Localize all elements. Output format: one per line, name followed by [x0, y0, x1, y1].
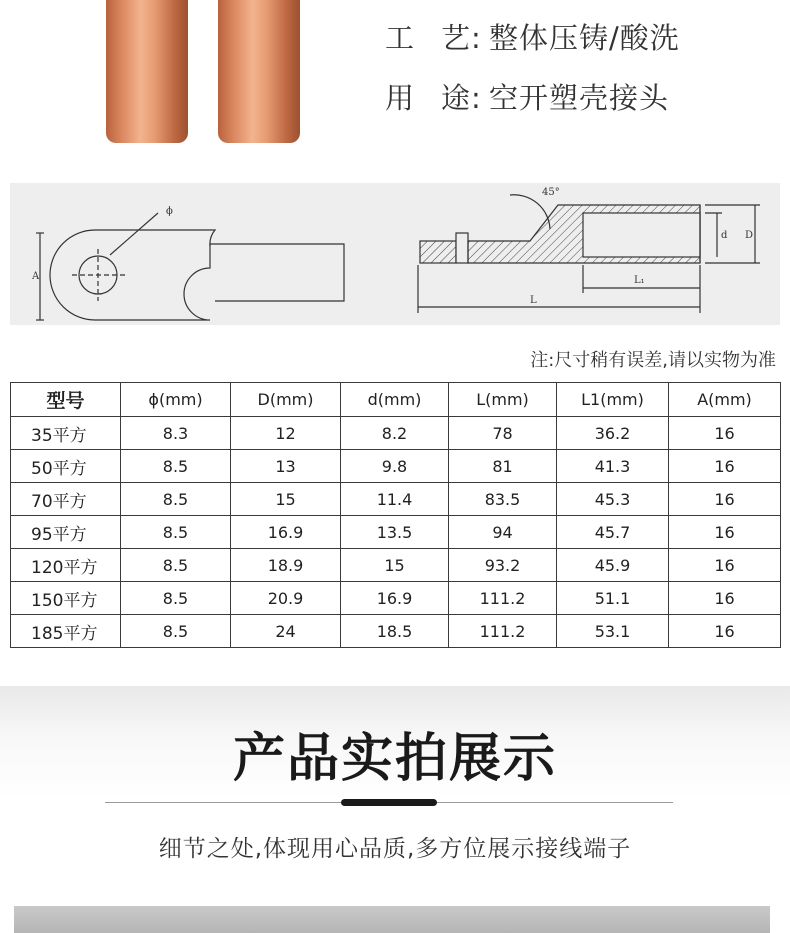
spec-use: [385, 76, 669, 117]
cell-L1: 36.2: [557, 417, 669, 450]
lug-side-view: [418, 195, 760, 313]
cell-model: 150平方: [11, 582, 121, 615]
cell-D: 18.9: [231, 549, 341, 582]
cell-d: 13.5: [341, 516, 449, 549]
cell-D: 12: [231, 417, 341, 450]
header-A: A(mm): [669, 383, 781, 417]
cell-L1: 41.3: [557, 450, 669, 483]
table-row: [11, 516, 781, 549]
drawing-svg: [10, 183, 780, 325]
header-D: D(mm): [231, 383, 341, 417]
cell-phi: 8.5: [121, 582, 231, 615]
label-L: L: [530, 295, 537, 306]
cell-A: 16: [669, 516, 781, 549]
cell-phi: 8.5: [121, 615, 231, 648]
cell-phi: 8.5: [121, 516, 231, 549]
cell-L1: 51.1: [557, 582, 669, 615]
table-row: [11, 417, 781, 450]
cell-A: 16: [669, 483, 781, 516]
cell-L: 111.2: [449, 615, 557, 648]
spec-use-label-2: 途:: [441, 81, 482, 115]
cell-A: 16: [669, 450, 781, 483]
cell-D: 20.9: [231, 582, 341, 615]
cell-phi: 8.5: [121, 450, 231, 483]
cell-L: 83.5: [449, 483, 557, 516]
spec-process-label-2: 艺:: [441, 21, 482, 55]
cell-phi: 8.3: [121, 417, 231, 450]
cell-phi: 8.5: [121, 549, 231, 582]
cell-L1: 45.9: [557, 549, 669, 582]
cell-d: 9.8: [341, 450, 449, 483]
cell-phi: 8.5: [121, 483, 231, 516]
cell-model: 185平方: [11, 615, 121, 648]
spec-process-label-1: 工: [385, 21, 416, 55]
cell-L1: 45.7: [557, 516, 669, 549]
cell-d: 8.2: [341, 417, 449, 450]
product-photo-top-edge: [14, 906, 770, 933]
label-45deg: 45°: [542, 187, 560, 198]
cell-L1: 53.1: [557, 615, 669, 648]
cell-d: 18.5: [341, 615, 449, 648]
cell-model: 120平方: [11, 549, 121, 582]
lug-top-view: [36, 213, 344, 320]
header-model: 型号: [11, 383, 121, 417]
spec-table: [10, 382, 781, 648]
spec-use-value: 空开塑壳接头: [489, 81, 670, 115]
table-row: [11, 582, 781, 615]
cell-d: 11.4: [341, 483, 449, 516]
table-row: [11, 483, 781, 516]
tolerance-note: 注:尺寸稍有误差,请以实物为准: [530, 350, 776, 371]
cell-L1: 45.3: [557, 483, 669, 516]
cell-D: 15: [231, 483, 341, 516]
copper-tube-left: [106, 0, 188, 143]
section-subtitle: 细节之处,体现用心品质,多方位展示接线端子: [158, 836, 632, 862]
cell-model: 70平方: [11, 483, 121, 516]
cell-L: 93.2: [449, 549, 557, 582]
copper-tube-right: [218, 0, 300, 143]
table-header-row: [11, 383, 781, 417]
cell-A: 16: [669, 582, 781, 615]
cell-D: 24: [231, 615, 341, 648]
cell-model: 35平方: [11, 417, 121, 450]
spec-process: [385, 16, 680, 57]
cell-model: 95平方: [11, 516, 121, 549]
cell-L: 81: [449, 450, 557, 483]
cell-L: 78: [449, 417, 557, 450]
header-L: L(mm): [449, 383, 557, 417]
cell-D: 16.9: [231, 516, 341, 549]
cell-model: 50平方: [11, 450, 121, 483]
cell-d: 16.9: [341, 582, 449, 615]
cell-L: 111.2: [449, 582, 557, 615]
technical-drawing: [10, 183, 780, 325]
label-D: D: [745, 230, 754, 241]
header-d: d(mm): [341, 383, 449, 417]
table-row: [11, 615, 781, 648]
cell-A: 16: [669, 615, 781, 648]
label-A: A: [32, 271, 40, 282]
section-title: 产品实拍展示: [232, 729, 557, 789]
label-d: d: [721, 230, 728, 241]
cell-L: 94: [449, 516, 557, 549]
cell-d: 15: [341, 549, 449, 582]
label-phi: ϕ: [166, 206, 173, 217]
cell-D: 13: [231, 450, 341, 483]
header-phi: ϕ(mm): [121, 383, 231, 417]
section-divider-accent: [341, 799, 437, 806]
table-row: [11, 450, 781, 483]
header-L1: L1(mm): [557, 383, 669, 417]
cell-A: 16: [669, 549, 781, 582]
cell-A: 16: [669, 417, 781, 450]
table-row: [11, 549, 781, 582]
spec-use-label-1: 用: [385, 81, 416, 115]
spec-process-value: 整体压铸/酸洗: [489, 21, 680, 55]
label-L1: L₁: [634, 275, 645, 286]
